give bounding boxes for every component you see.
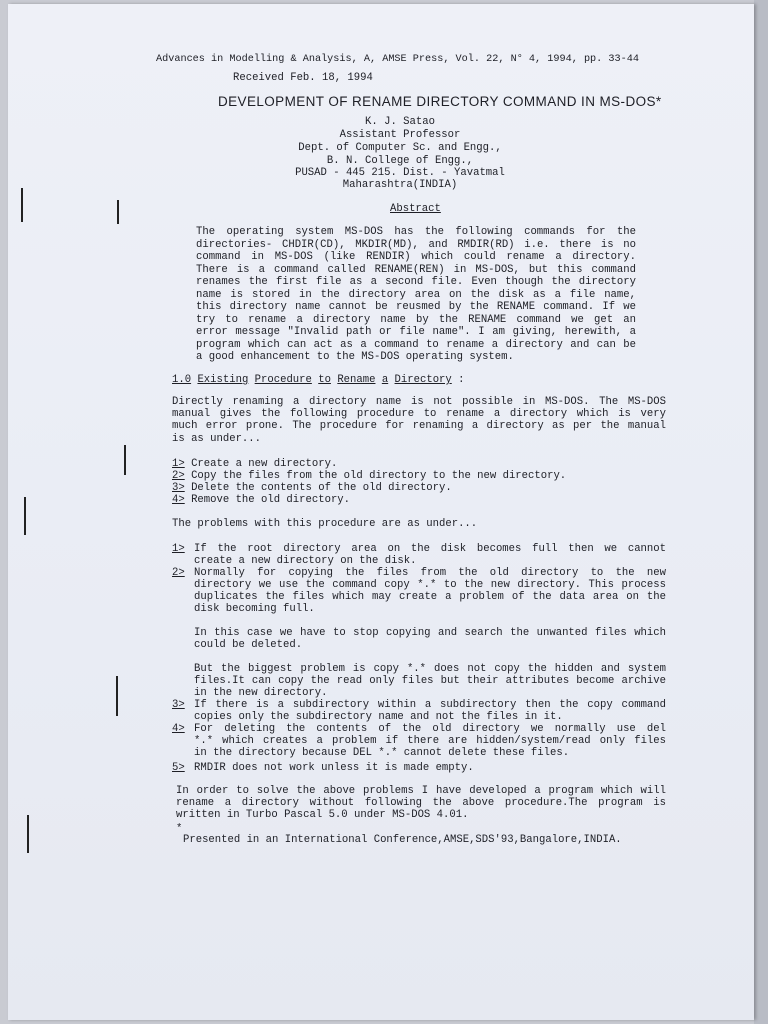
heading-word: a bbox=[381, 374, 389, 386]
heading-word: to bbox=[318, 374, 331, 386]
intro-line: manual gives the following procedure to rename a directory which is very bbox=[172, 408, 666, 420]
problem-line: RMDIR does not work unless it is made empty. bbox=[194, 762, 474, 774]
received-date: Received Feb. 18, 1994 bbox=[233, 72, 373, 84]
abstract-heading: Abstract bbox=[390, 203, 441, 215]
heading-word: Rename bbox=[337, 374, 376, 386]
intro-line: is as under... bbox=[172, 433, 262, 445]
item-number: 2> bbox=[172, 567, 185, 579]
abstract-line: The operating system MS-DOS has the following commands for the bbox=[196, 226, 636, 238]
problem-line: in the directory because DEL *.* cannot delete these files. bbox=[194, 747, 570, 759]
problem-line: *.* which creates a problem if there are hidden/system/read only files bbox=[194, 735, 666, 747]
item-text: Delete the contents of the old directory. bbox=[191, 482, 452, 494]
note-line: But the biggest problem is copy *.* does not copy the hidden and system bbox=[194, 663, 666, 675]
section-number: 1.0 bbox=[172, 374, 192, 386]
author-state: Maharashtra(INDIA) bbox=[342, 179, 458, 191]
author-name: K. J. Satao bbox=[365, 116, 435, 128]
item-number: 3> bbox=[172, 699, 185, 711]
abstract-line: command in MS-DOS (like RENDIR) which could rename a directory. bbox=[196, 251, 636, 263]
intro-line: Directly renaming a directory name is not possible in MS-DOS. The MS-DOS bbox=[172, 396, 666, 408]
abstract-line: There is a command called RENAME(REN) in MS-DOS, but this command bbox=[196, 264, 636, 276]
item-number: 1> bbox=[172, 543, 185, 555]
note-line: files.It can copy the read only files but their attributes become archive bbox=[194, 675, 666, 687]
problem-line: copies only the subdirectory name and not the files in it. bbox=[194, 711, 563, 723]
conclusion-line: written in Turbo Pascal 5.0 under MS-DOS 4.01. bbox=[176, 809, 469, 821]
heading-word: Existing bbox=[197, 374, 249, 386]
item-text: Copy the files from the old directory to the new directory. bbox=[191, 470, 567, 482]
item-number: 2> bbox=[172, 470, 185, 482]
abstract-line: this directory name cannot be reusmed by the RENAME command. If we bbox=[196, 301, 636, 313]
paper-title: DEVELOPMENT OF RENAME DIRECTORY COMMAND IN MS-DOS* bbox=[218, 94, 662, 109]
heading-word: Procedure bbox=[254, 374, 312, 386]
author-position: Assistant Professor bbox=[339, 129, 461, 141]
author-address: PUSAD - 445 215. Dist. - Yavatmal bbox=[295, 167, 505, 179]
problem-line: create a new directory on the disk. bbox=[194, 555, 417, 567]
item-text: Remove the old directory. bbox=[191, 494, 351, 506]
note-line: In this case we have to stop copying and search the unwanted files which bbox=[194, 627, 666, 639]
author-dept: Dept. of Computer Sc. and Engg., bbox=[298, 142, 502, 154]
abstract-line: program which can act as a command to rename a directory and can be bbox=[196, 339, 636, 351]
citation-line: Advances in Modelling & Analysis, A, AMSE Press, Vol. 22, N° 4, 1994, pp. 33-44 bbox=[156, 54, 639, 65]
footnote: Presented in an International Conference,AMSE,SDS'93,Bangalore,INDIA. bbox=[183, 834, 622, 846]
footnote-symbol: * bbox=[176, 823, 183, 835]
item-number: 1> bbox=[172, 458, 185, 470]
note-line: could be deleted. bbox=[194, 639, 303, 651]
problem-line: duplicates the files which may create a problem of the data area on the bbox=[194, 591, 666, 603]
item-number: 3> bbox=[172, 482, 185, 494]
intro-line: much error prone. The procedure for renaming a directory as per the manual bbox=[172, 420, 666, 432]
item-text: Create a new directory. bbox=[191, 458, 338, 470]
problem-line: If there is a subdirectory within a subdirectory then the copy command bbox=[194, 699, 666, 711]
problem-line: directory we use the command copy *.* to the new directory. This process bbox=[194, 579, 666, 591]
conclusion-line: In order to solve the above problems I have developed a program which will bbox=[176, 785, 666, 797]
item-number: 4> bbox=[172, 494, 185, 506]
abstract-line: a good enhancement to the MS-DOS operating system. bbox=[196, 351, 514, 363]
problem-line: If the root directory area on the disk becomes full then we cannot bbox=[194, 543, 666, 555]
problems-intro: The problems with this procedure are as under... bbox=[172, 518, 478, 530]
abstract-line: name is stored in the directory area on the disk as a file name, bbox=[196, 289, 636, 301]
abstract-line: renames the first file as a second file. Even though the directory bbox=[196, 276, 636, 288]
abstract-line: directories- CHDIR(CD), MKDIR(MD), and RMDIR(RD) i.e. there is no bbox=[196, 239, 636, 251]
heading-word: Directory bbox=[394, 374, 452, 386]
author-college: B. N. College of Engg., bbox=[326, 155, 474, 167]
problem-line: For deleting the contents of the old directory we normally use del bbox=[194, 723, 666, 735]
section-heading bbox=[172, 374, 464, 387]
abstract-line: try to rename a directory name by the RENAME command we get an bbox=[196, 314, 636, 326]
abstract-line: error message "Invalid path or file name". I am giving, herewith, a bbox=[196, 326, 636, 338]
note-line: in the new directory. bbox=[194, 687, 328, 699]
item-number: 5> bbox=[172, 762, 185, 774]
problem-line: Normally for copying the files from the old directory to the new bbox=[194, 567, 666, 579]
list-item bbox=[172, 494, 350, 507]
problem-line: disk becoming full. bbox=[194, 603, 315, 615]
heading-colon: : bbox=[458, 374, 465, 386]
item-number: 4> bbox=[172, 723, 185, 735]
conclusion-line: rename a directory without following the above procedure.The program is bbox=[176, 797, 666, 809]
